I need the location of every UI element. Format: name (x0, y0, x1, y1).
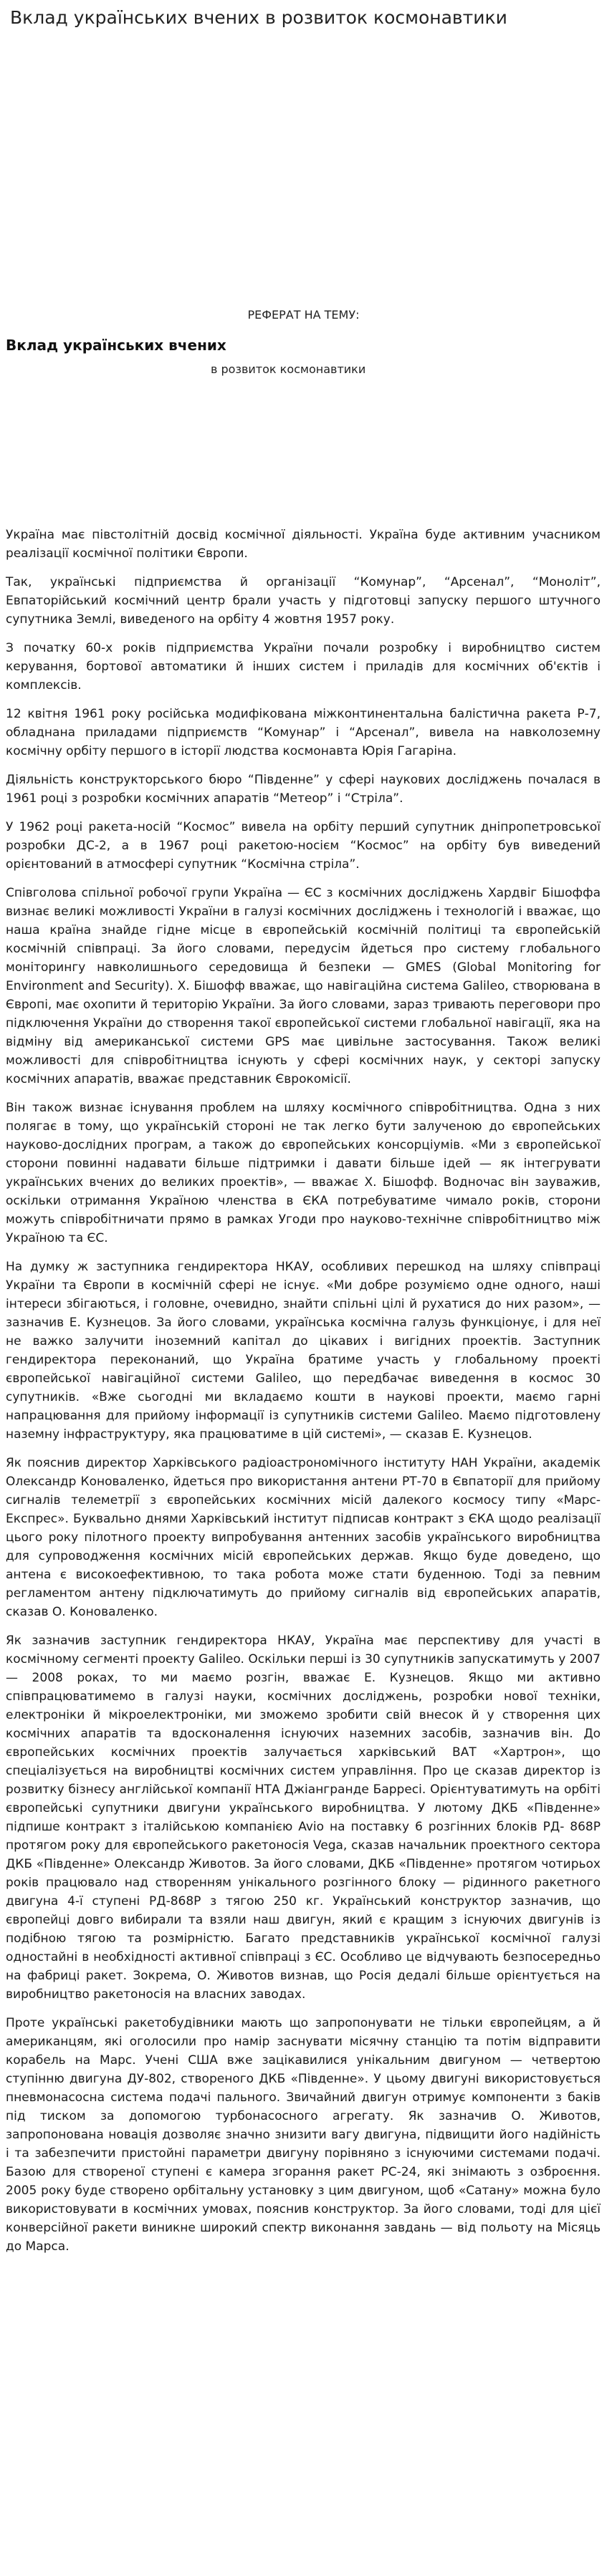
essay-topic: Вклад українських вчених (6, 337, 226, 354)
page-title: Вклад українських вчених в розвиток космонавтики (10, 7, 507, 28)
paragraph: Співголова спільної робочої групи Україна — ЄС з космічних досліджень Хардвіг Бішоффа визнає великі можливості України в галузі космічних досліджень і технологій і вважає, що наша країна знайде гідне місце в європейській космічній політиці та європейській космічній співпраці. За його словами, передусім йдеться про систему глобального моніторингу навколишнього середовища й безпеки — GMES (Global Monitoring for Environment and Security). Х. Бішофф вважає, що навігаційна система Galileo, створювана в Європі, має охопити й територію України. За його словами, зараз тривають переговори про підключення України до створення такої європейської системи глобальної навігації, яка на відміну від американської системи GPS має цивільне застосування. Також великі можливості для співробітництва існують у сфері космічних наук, у секторі запуску космічних апаратів, вважає представник Єврокомісії. (6, 886, 601, 1086)
paragraph: Так, українські підприємства й організації “Комунар”, “Арсенал”, “Моноліт”, Евпаторійський космічний центр брали участь у підготовці запуску першого штучного супутника Землі, виведеного на орбіту 4 жовтня 1957 року. (6, 575, 601, 627)
paragraph: Як пояснив директор Харківського радіоастрономічного інституту НАН України, академік Олександр Коноваленко, йдеться про використання антени РТ-70 в Євпаторії для прийому сигналів телеметрії з європейських космічних місій далекого космосу типу «Марс-Експрес». Буквально днями Харківський інститут підписав контракт з ЄКА щодо реалізації цього року пілотного проекту випробування антенних засобів українського виробництва для супроводження космічних місій європейських держав. Якщо буде доведено, що антена є високоефективною, то така робота може стати буденною. Тоді за певним регламентом антену підключатимуть до прийому сигналів від європейських апаратів, сказав О. Коноваленко. (6, 1456, 601, 1619)
paragraph: Він також визнає існування проблем на шляху космічного співробітництва. Одна з них полягає в тому, що українській стороні не так легко бути залученою до європейських науково-дослідних програм, а також до європейських консорціумів. «Ми з європейської сторони повинні надавати більше підтримки і давати більше ідей — як інтегрувати українських вчених до великих проектів», — вважає Х. Бішофф. Водночас він зауважив, оскільки отримання Україною членства в ЄКА потребуватиме чимало років, сторони можуть співробітничати прямо в рамках Угоди про науково-технічне співробітництво між Україною та ЄС. (6, 1101, 601, 1245)
paragraph: У 1962 році ракета-носій “Космос” вивела на орбіту перший супутник дніпропетровської розробки ДС-2, а в 1967 році ракетою-носієм “Космос” на орбіту був виведений орієнтований в атмосфері супутник “Космічна стріла”. (6, 820, 601, 872)
paragraph: З початку 60-х років підприємства України почали розробку і виробництво систем керування, бортової автоматики й інших систем і приладів для космічних об'єктів і комплексів. (6, 641, 601, 693)
essay-body (6, 526, 601, 2266)
paragraph: 12 квітня 1961 року російська модифікована міжконтинентальна балістична ракета Р-7, обладнана приладами підприємств “Комунар” і “Арсенал”, вивела на навколоземну космічну орбіту першого в історії людства космонавта Юрія Гагаріна. (6, 707, 601, 758)
paragraph: Україна має півстолітній досвід космічної діяльності. Україна буде активним учасником реалізації космічної політики Європи. (6, 528, 601, 561)
paragraph: На думку ж заступника гендиректора НКАУ, особливих перешкод на шляху співпраці України та Європи в космічній сфері не існує. «Ми добре розуміємо одне одного, наші інтереси збігаються, і головне, очевидно, знайти спільні цілі й рухатися до них разом», — зазначив Е. Кузнецов. За його словами, українська космічна галузь функціонує, і для неї не важко залучити іноземний капітал до цікавих і вигідних проектів. Заступник гендиректора переконаний, що Україна братиме участь у глобальному проекті європейської навігаційної системи Galileo, що передбачає виведення в космос 30 супутників. «Вже сьогодні ми вкладаємо кошти в наукові проекти, маємо гарні напрацювання для прийому інформації із супутників системи Galileo. Маємо підготовлену наземну інфраструктуру, яка працюватиме в цій системі», — сказав Е. Кузнецов. (6, 1260, 601, 1442)
paragraph: Проте українські ракетобудівники мають що запропонувати не тільки європейцям, а й американцям, які оголосили про намір заснувати місячну станцію та потім відправити корабель на Марс. Учені США вже зацікавилися унікальним двигуном — четвертою ступінню двигуна ДУ-802, створеного ДКБ «Південне». У цьому двигуні використовується пневмонасосна система подачі пального. Звичайний двигун отримує компоненти з баків під тиском за допомогою турбонасосного агрегату. Як зазначив О. Животов, запропонована новація дозволяє значно знизити вагу двигуна, підвищити його надійність і та забезпечити пристойні параметри двигуну порівняно з існуючими системами подачі. Базою для створеної ступені є камера згорання ракет РС-24, які знімають з озброєння. 2005 року буде створено орбітальну установку з цим двигуном, щоб «Сатану» можна було використовувати в космічних умовах, пояснив конструктор. За його словами, тоді для цієї конверсійної ракети виникне широкий спектр виконання завдань — від польоту на Місяць до Марса. (6, 2016, 601, 2254)
paragraph: Діяльність конструкторського бюро “Південне” у сфері наукових досліджень почалася в 1961 році з розробки космічних апаратів “Метеор” і “Стріла”. (6, 773, 601, 806)
essay-subtitle: в розвиток космонавтики (211, 362, 366, 376)
paragraph: Як зазначив заступник гендиректора НКАУ, Україна має перспективу для участі в космічному сегменті проекту Galileo. Оскільки перші із 30 супутників запускатимуть у 2007 — 2008 роках, то ми маємо розгін, вважає Е. Кузнецов. Якщо ми активно співпрацюватимемо в галузі науки, космічних досліджень, розробки нової техніки, електроніки й мікроелектроніки, ми зможемо зробити свій внесок й у створення цих космічних апаратів та вдосконалення існуючих наземних засобів, зазначив він. До європейських космічних проектів залучається харківський ВАТ «Хартрон», що спеціалізується на виробництві космічних систем управління. Про це сказав директор із розвитку бізнесу англійської компанії НТА Джіанграндe Барресі. Орієнтуватимуть на орбіті європейські супутники двигуни українського виробництва. У лютому ДКБ «Південне» підпише контракт з італійською компанією Avio на поставку 6 розгінних блоків РД- 868Р протягом року для європейського ракетоносія Vega, сказав начальник проектного сектора ДКБ «Південне» Олександр Животов. За його словами, ДКБ «Південне» протягом чотирьох років працювало над створенням унікального розгінного блоку — рідинного ракетного двигуна 4-ї ступені РД-868Р з тягою 250 кг. Український конструктор зазначив, що європейці довго вибирали та взяли наш двигун, який є кращим з існуючих двигунів із подібною тягою та розмірністю. Багато представників української космічної галузі одностайні в необхідності активної співпраці з ЄС. Особливо це відчувають безпосередньо на фабриці ракет. Зокрема, О. Животов визнав, що Росія дедалі більше орієнтується на виробництво ракетоносія на власних заводах. (6, 1634, 601, 2002)
essay-label: РЕФЕРАТ НА ТЕМУ: (247, 308, 360, 322)
